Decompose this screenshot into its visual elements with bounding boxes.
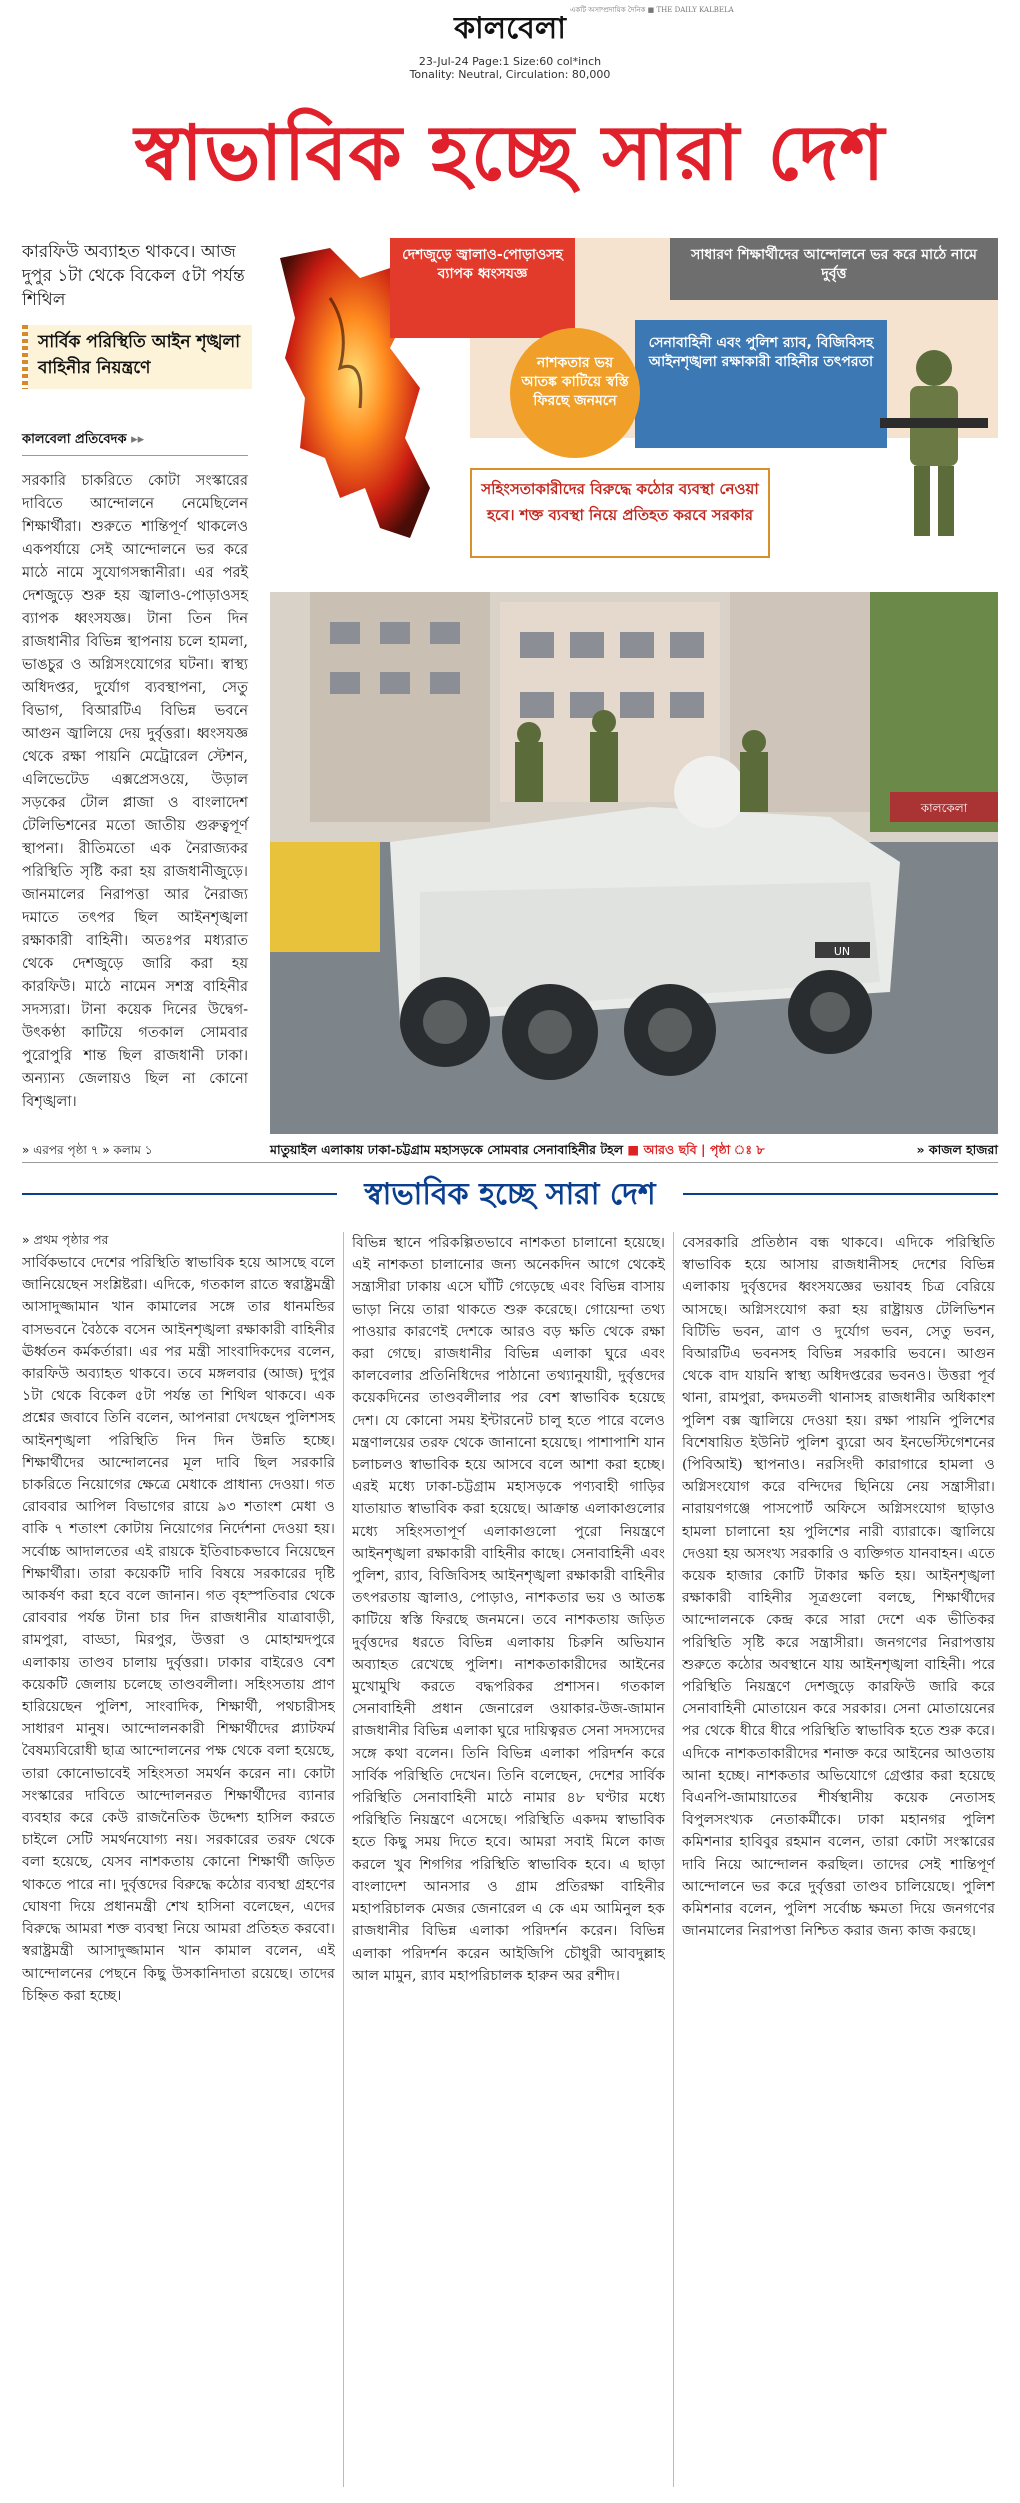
byline bbox=[22, 430, 144, 451]
section-rule-right bbox=[683, 1193, 998, 1195]
caption-text: মাতুয়াইল এলাকায় ঢাকা-চট্টগ্রাম মহাসড়কে সোমবার সেনাবাহিনীর টহল bbox=[270, 1142, 624, 1157]
continuation-title: স্বাভাবিক হচ্ছে সারা দেশ bbox=[364, 1177, 656, 1212]
byline-arrow-icon: ▸▸ bbox=[131, 432, 145, 447]
photo-credit: » কাজল হাজরা bbox=[916, 1142, 998, 1157]
column-divider-1 bbox=[343, 1232, 344, 2487]
newspaper-logo: কালবেলা bbox=[454, 11, 566, 46]
photo-caption bbox=[270, 1142, 998, 1162]
soldier-illustration bbox=[870, 338, 998, 548]
caption-divider bbox=[22, 1162, 998, 1163]
jump-line: » এরপর পৃষ্ঠা ৭ » কলাম ১ bbox=[22, 1143, 153, 1157]
logo-subtitle: একটি অসাম্প্রদায়িক দৈনিক ■ THE DAILY KALBELA bbox=[570, 6, 734, 14]
shoulder-stripe bbox=[22, 325, 28, 389]
clipping-meta-line-1: 23-Jul-24 Page:1 Size:60 col*inch bbox=[418, 55, 602, 68]
continuation-column-1: সার্বিকভাবে দেশের পরিস্থিতি স্বাভাবিক হয়ে আসছে বলে জানিয়েছেন সংশ্লিষ্টরা। এদিকে, গতকাল রাতে স্বরাষ্ট্রমন্ত্রী আসাদুজ্জামান খান কামালের সঙ্গে তার ধানমন্ডির বাসভবনে বৈঠকে বসেন আইনশৃঙ্খলা রক্ষাকারী বাহিনীর ঊর্ধ্বতন কর্মকর্তারা। এর পর মন্ত্রী সাংবাদিকদের বলেন, কারফিউ অব্যাহত থাকবে। তবে মঙ্গলবার (আজ) দুপুর ১টা থেকে বিকেল ৫টা পর্যন্ত তা শিথিল থাকবে। এক প্রশ্নের জবাবে তিনি বলেন, আপনারা দেখছেন পুলিশসহ আইনশৃঙ্খলা পরিস্থিতি দিন দিন উন্নতি হচ্ছে। শিক্ষার্থীদের আন্দোলনের মূল দাবি ছিল সরকারি চাকরিতে নিয়োগের ক্ষেত্রে মেধাকে প্রাধান্য দেওয়া। গত রোববার আপিল বিভাগের রায়ে ৯৩ শতাংশ মেধা ও বাকি ৭ শতাংশ কোটায় নিয়োগের নির্দেশনা দেওয়া হয়। সর্বোচ্চ আদালতের এই রায়কে ইতিবাচকভাবে নিয়েছেন শিক্ষার্থীরা। তারা কয়েকটি দাবি বিষয়ে সরকারের দৃষ্টি আকর্ষণ করা হবে বলে জানান। গত বৃহস্পতিবার থেকে রোববার পর্যন্ত টানা চার দিন রাজধানীর যাত্রাবাড়ী, রামপুরা, বাড্ডা, মিরপুর, উত্তরা ও মোহাম্মদপুরে এলাকায় তাণ্ডব চালায় দুর্বৃত্তরা। ঢাকার বাইরেও বেশ কয়েকটি জেলায় চলেছে তাণ্ডবলীলা। সহিংসতায় প্রাণ হারিয়েছেন পুলিশ, সাংবাদিক, শিক্ষার্থী, পথচারীসহ সাধারণ মানুষ। আন্দোলনকারী শিক্ষার্থীদের প্ল্যাটফর্ম বৈষম্যবিরোধী ছাত্র আন্দোলনের পক্ষ থেকে বলা হয়েছে, তারা কোনোভাবেই সহিংসতা সমর্থন করেন না। কোটা সংস্কারের দাবিতে আন্দোলনরত শিক্ষার্থীদের ব্যানার ব্যবহার করে কেউ রাজনৈতিক উদ্দেশ্য হাসিল করতে চাইলে সেটি সমর্থনযোগ্য নয়। সরকারের তরফ থেকে বলা হয়েছে, যেসব নাশকতায় কোনো শিক্ষার্থী জড়িত থাকতে পারে না। দুর্বৃত্তদের বিরুদ্ধে কঠোর ব্যবস্থা গ্রহণের ঘোষণা দিয়ে প্রধানমন্ত্রী শেখ হাসিনা বলেছেন, এদের বিরুদ্ধে আমরা শক্ত ব্যবস্থা নিয়ে আমরা প্রতিহত করবো। স্বরাষ্ট্রমন্ত্রী আসাদুজ্জামান খান কামাল বলেন, এই আন্দোলনের পেছনে কিছু উসকানিদাতা রয়েছে। তাদের চিহ্নিত করা হচ্ছে। bbox=[22, 1255, 335, 2004]
lead-text: কারফিউ অব্যাহত থাকবে। আজ দুপুর ১টা থেকে বিকেল ৫টা পর্যন্ত শিথিল bbox=[22, 242, 245, 310]
shoulder-text: সার্বিক পরিস্থিতি আইন শৃঙ্খলা বাহিনীর নিয়ন্ত্রণে bbox=[38, 332, 241, 378]
army-patrol-photo bbox=[270, 592, 998, 1134]
info-box-miscreants: সাধারণ শিক্ষার্থীদের আন্দোলনে ভর করে মাঠে নামে দুর্বৃত্ত bbox=[670, 238, 998, 300]
info-box-destruction: দেশজুড়ে জ্বালাও-পোড়াওসহ ব্যাপক ধ্বংসযজ্ঞ bbox=[390, 238, 575, 338]
shoulder-box bbox=[22, 325, 252, 389]
column-divider-2 bbox=[673, 1232, 674, 2487]
masthead bbox=[0, 0, 1020, 81]
continuation-column-3: বেসরকারি প্রতিষ্ঠান বন্ধ থাকবে। এদিকে পরিস্থিতি স্বাভাবিক হয়ে আসায় রাজধানীসহ দেশের বিভিন্ন এলাকায় দুর্বৃত্তদের ধ্বংসযজ্ঞের ভয়াবহ চিত্র বেরিয়ে আসছে। অগ্নিসংযোগ করা হয় রাষ্ট্রায়ত্ত টেলিভিশন বিটিভি ভবন, ত্রাণ ও দুর্যোগ ভবন, সেতু ভবন, বিআরটিএ ভবনসহ বিভিন্ন সরকারি ভবনে। আগুন থেকে বাদ যায়নি স্বাস্থ্য অধিদপ্তরের ভবনও। উত্তরা পূর্ব থানা, রামপুরা, কদমতলী থানাসহ রাজধানীর অধিকাংশ পুলিশ বক্স জ্বালিয়ে দেওয়া হয়। রক্ষা পায়নি পুলিশের বিশেষায়িত ইউনিট পুলিশ ব্যুরো অব ইনভেস্টিগেশনের (পিবিআই) স্থাপনাও। নরসিংদী কারাগারে হামলা ও অগ্নিসংযোগ করে বন্দিদের ছিনিয়ে নেয় সন্ত্রাসীরা। নারায়ণগঞ্জে পাসপোর্ট অফিসে অগ্নিসংযোগ ছাড়াও হামলা চালানো হয় পুলিশের নারী ব্যারাকে। জ্বালিয়ে দেওয়া হয় অসংখ্য সরকারি ও ব্যক্তিগত যানবাহন। এতে কয়েক হাজার কোটি টাকার ক্ষতি হয়। আইনশৃঙ্খলা রক্ষাকারী বাহিনীর সূত্রগুলো বলছে, শিক্ষার্থীদের আন্দোলনকে কেন্দ্র করে সারা দেশে এক ভীতিকর পরিস্থিতি সৃষ্টি করে সন্ত্রাসীরা। জনগণের নিরাপত্তায় শুরুতে কঠোর অবস্থানে যায় আইনশৃঙ্খলা বাহিনী। পরে পরিস্থিতি নিয়ন্ত্রণে দেশজুড়ে কারফিউ জারি করে সেনাবাহিনী মোতায়েন করে সরকার। সেনা মোতায়েনের পর থেকে ধীরে ধীরে পরিস্থিতি স্বাভাবিক হতে শুরু করে। এদিকে নাশকতাকারীদের শনাক্ত করে আইনের আওতায় আনা হচ্ছে। নাশকতার অভিযোগে গ্রেপ্তার করা হয়েছে বিএনপি-জামায়াতের শীর্ষস্থানীয় কয়েক নেতাসহ বিপুলসংখ্যক নেতাকর্মীকে। ঢাকা মহানগর পুলিশ কমিশনার হাবিবুর রহমান বলেন, তারা কোটা সংস্কারের দাবি নিয়ে আন্দোলন করছিল। তাদের সেই শান্তিপূর্ণ আন্দোলনে ভর করে দুর্বৃত্তরা তাণ্ডব চালিয়েছে। পুলিশ কমিশনার বলেন, পুলিশ সর্বোচ্চ ক্ষমতা দিয়ে জনগণের জানমালের নিরাপত্তা নিশ্চিত করার জন্য কাজ করছে। bbox=[682, 1235, 995, 1940]
info-box-relief: নাশকতার ভয় আতঙ্ক কাটিয়ে স্বস্তি ফিরছে জনমনে bbox=[510, 328, 640, 458]
main-headline: স্বাভাবিক হচ্ছে সারা দেশ bbox=[134, 108, 886, 197]
info-box-forces: সেনাবাহিনী এবং পুলিশ র‍্যাব, বিজিবিসহ আইনশৃঙ্খলা রক্ষাকারী বাহিনীর তৎপরতা bbox=[635, 320, 887, 448]
caption-more-photos: ■ আরও ছবি | পৃষ্ঠা ঃ ৮ bbox=[627, 1142, 765, 1157]
infographic bbox=[270, 238, 998, 584]
byline-text: কালবেলা প্রতিবেদক bbox=[22, 432, 127, 447]
continuation-column-2: বিভিন্ন স্থানে পরিকল্পিতভাবে নাশকতা চালানো হয়েছে। এই নাশকতা চালানোর জন্য অনেকদিন আগে থেকেই সন্ত্রাসীরা ঢাকায় এসে ঘাঁটি গেড়েছে এবং বিভিন্ন বাসায় ভাড়া নিয়ে তারা থাকতে শুরু করেছে। গোয়েন্দা তথ্য পাওয়ার কারণেই দেশকে আরও বড় ক্ষতি থেকে রক্ষা করা গেছে। রাজধানীর বিভিন্ন এলাকা ঘুরে এবং কালবেলার প্রতিনিধিদের পাঠানো তথ্যানুযায়ী, দুর্বৃত্তদের কয়েকদিনের তাণ্ডবলীলার পর বেশ স্বাভাবিক হয়েছে দেশ। যে কোনো সময় ইন্টারনেট চালু হতে পারে বলেও মন্ত্রণালয়ের তরফ থেকে জানানো হয়েছে। পাশাপাশি যান চলাচলও স্বাভাবিক হয়ে আসবে বলে আশা করা হচ্ছে। এরই মধ্যে ঢাকা-চট্টগ্রাম মহাসড়কে পণ্যবাহী গাড়ির যাতায়াত স্বাভাবিক করা হয়েছে। আক্রান্ত এলাকাগুলোর মধ্যে সহিংসতাপূর্ণ এলাকাগুলো পুরো নিয়ন্ত্রণে আইনশৃঙ্খলা রক্ষাকারী বাহিনীর কাছে। সেনাবাহিনী এবং পুলিশ, র‍্যাব, বিজিবিসহ আইনশৃঙ্খলা রক্ষাকারী বাহিনীর তৎপরতায় জ্বালাও, পোড়াও, নাশকতার ভয় ও আতঙ্ক কাটিয়ে স্বস্তি ফিরছে জনমনে। তবে নাশকতায় জড়িত দুর্বৃত্তদের ধরতে বিভিন্ন এলাকায় চিরুনি অভিযান অব্যাহত রেখেছে পুলিশ। নাশকতাকারীদের আইনের মুখোমুখি করতে বদ্ধপরিকর প্রশাসন। গতকাল সেনাবাহিনী প্রধান জেনারেল ওয়াকার-উজ-জামান রাজধানীর বিভিন্ন এলাকা ঘুরে দায়িত্বরত সেনা সদস্যদের সঙ্গে কথা বলেন। তিনি বিভিন্ন এলাকা পরিদর্শন করে সার্বিক পরিস্থিতি দেখেন। তিনি বলেছেন, দেশের সার্বিক পরিস্থিতি সেনাবাহিনী মাঠে নামার ৪৮ ঘণ্টার মধ্যে পরিস্থিতি নিয়ন্ত্রণে এসেছে। পরিস্থিতি একদম স্বাভাবিক হতে কিছু সময় দিতে হবে। আমরা সবাই মিলে কাজ করলে খুব শিগগির পরিস্থিতি স্বাভাবিক হবে। এ ছাড়া বাংলাদেশ আনসার ও গ্রাম প্রতিরক্ষা বাহিনীর মহাপরিচালক মেজর জেনারেল এ কে এম আমিনুল হক রাজধানীর বিভিন্ন এলাকা পরিদর্শন করেন। বিভিন্ন এলাকা পরিদর্শন করেন আইজিপি চৌধুরী আবদুল্লাহ আল মামুন, র‍্যাব মহাপরিচালক হারুন অর রশীদ। bbox=[352, 1235, 665, 1984]
info-box-government-action: সহিংসতাকারীদের বিরুদ্ধে কঠোর ব্যবস্থা নেওয়া হবে। শক্ত ব্যবস্থা নিয়ে প্রতিহত করবে সরকার bbox=[470, 468, 770, 558]
vehicle-label: UN bbox=[833, 945, 851, 958]
photo-sign-text: কালকেলা bbox=[920, 801, 968, 815]
byline-divider bbox=[22, 455, 248, 456]
clipping-meta-line-2: Tonality: Neutral, Circulation: 80,000 bbox=[409, 68, 611, 81]
intro-column: সরকারি চাকরিতে কোটা সংস্কারের দাবিতে আন্দোলনে নেমেছিলেন শিক্ষার্থীরা। শুরুতে শান্তিপূর্ণ থাকলেও একপর্যায়ে সেই আন্দোলনে ভর করে মাঠে নামে সুযোগসন্ধানীরা। এর পরই দেশজুড়ে শুরু হয় জ্বালাও-পোড়াওসহ ব্যাপক ধ্বংসযজ্ঞ। টানা তিন দিন রাজধানীর বিভিন্ন স্থাপনায় চলে হামলা, ভাঙচুর ও অগ্নিসংযোগের ঘটনা। স্বাস্থ্য অধিদপ্তর, দুর্যোগ ব্যবস্থাপনা, সেতু বিভাগ, বিআরটিএ বিভিন্ন ভবনে আগুন জ্বালিয়ে দেয় দুর্বৃত্তরা। ধ্বংসযজ্ঞ থেকে রক্ষা পায়নি মেট্রোরেল স্টেশন, এলিভেটেড এক্সপ্রেসওয়ে, উড়াল সড়কের টোল প্লাজা ও বাংলাদেশ টেলিভিশনের মতো জাতীয় গুরুত্বপূর্ণ স্থাপনা। রীতিমতো এক নৈরাজ্যকর পরিস্থিতি সৃষ্টি করা হয় রাজধানীজুড়ে। জানমালের নিরাপত্তা আর নৈরাজ্য দমাতে তৎপর ছিল আইনশৃঙ্খলা রক্ষাকারী বাহিনী। অতঃপর মধ্যরাত থেকে দেশজুড়ে জারি করা হয় কারফিউ। মাঠে নামেন সশস্ত্র বাহিনীর সদস্যরা। টানা কয়েক দিনের উদ্বেগ-উৎকণ্ঠা কাটিয়ে গতকাল সোমবার পুরোপুরি শান্ত ছিল রাজধানী ঢাকা। অন্যান্য জেলায়ও ছিল না কোনো বিশৃঙ্খলা। bbox=[22, 473, 248, 1110]
continued-from-label: » প্রথম পৃষ্ঠার পর bbox=[22, 1232, 109, 1247]
